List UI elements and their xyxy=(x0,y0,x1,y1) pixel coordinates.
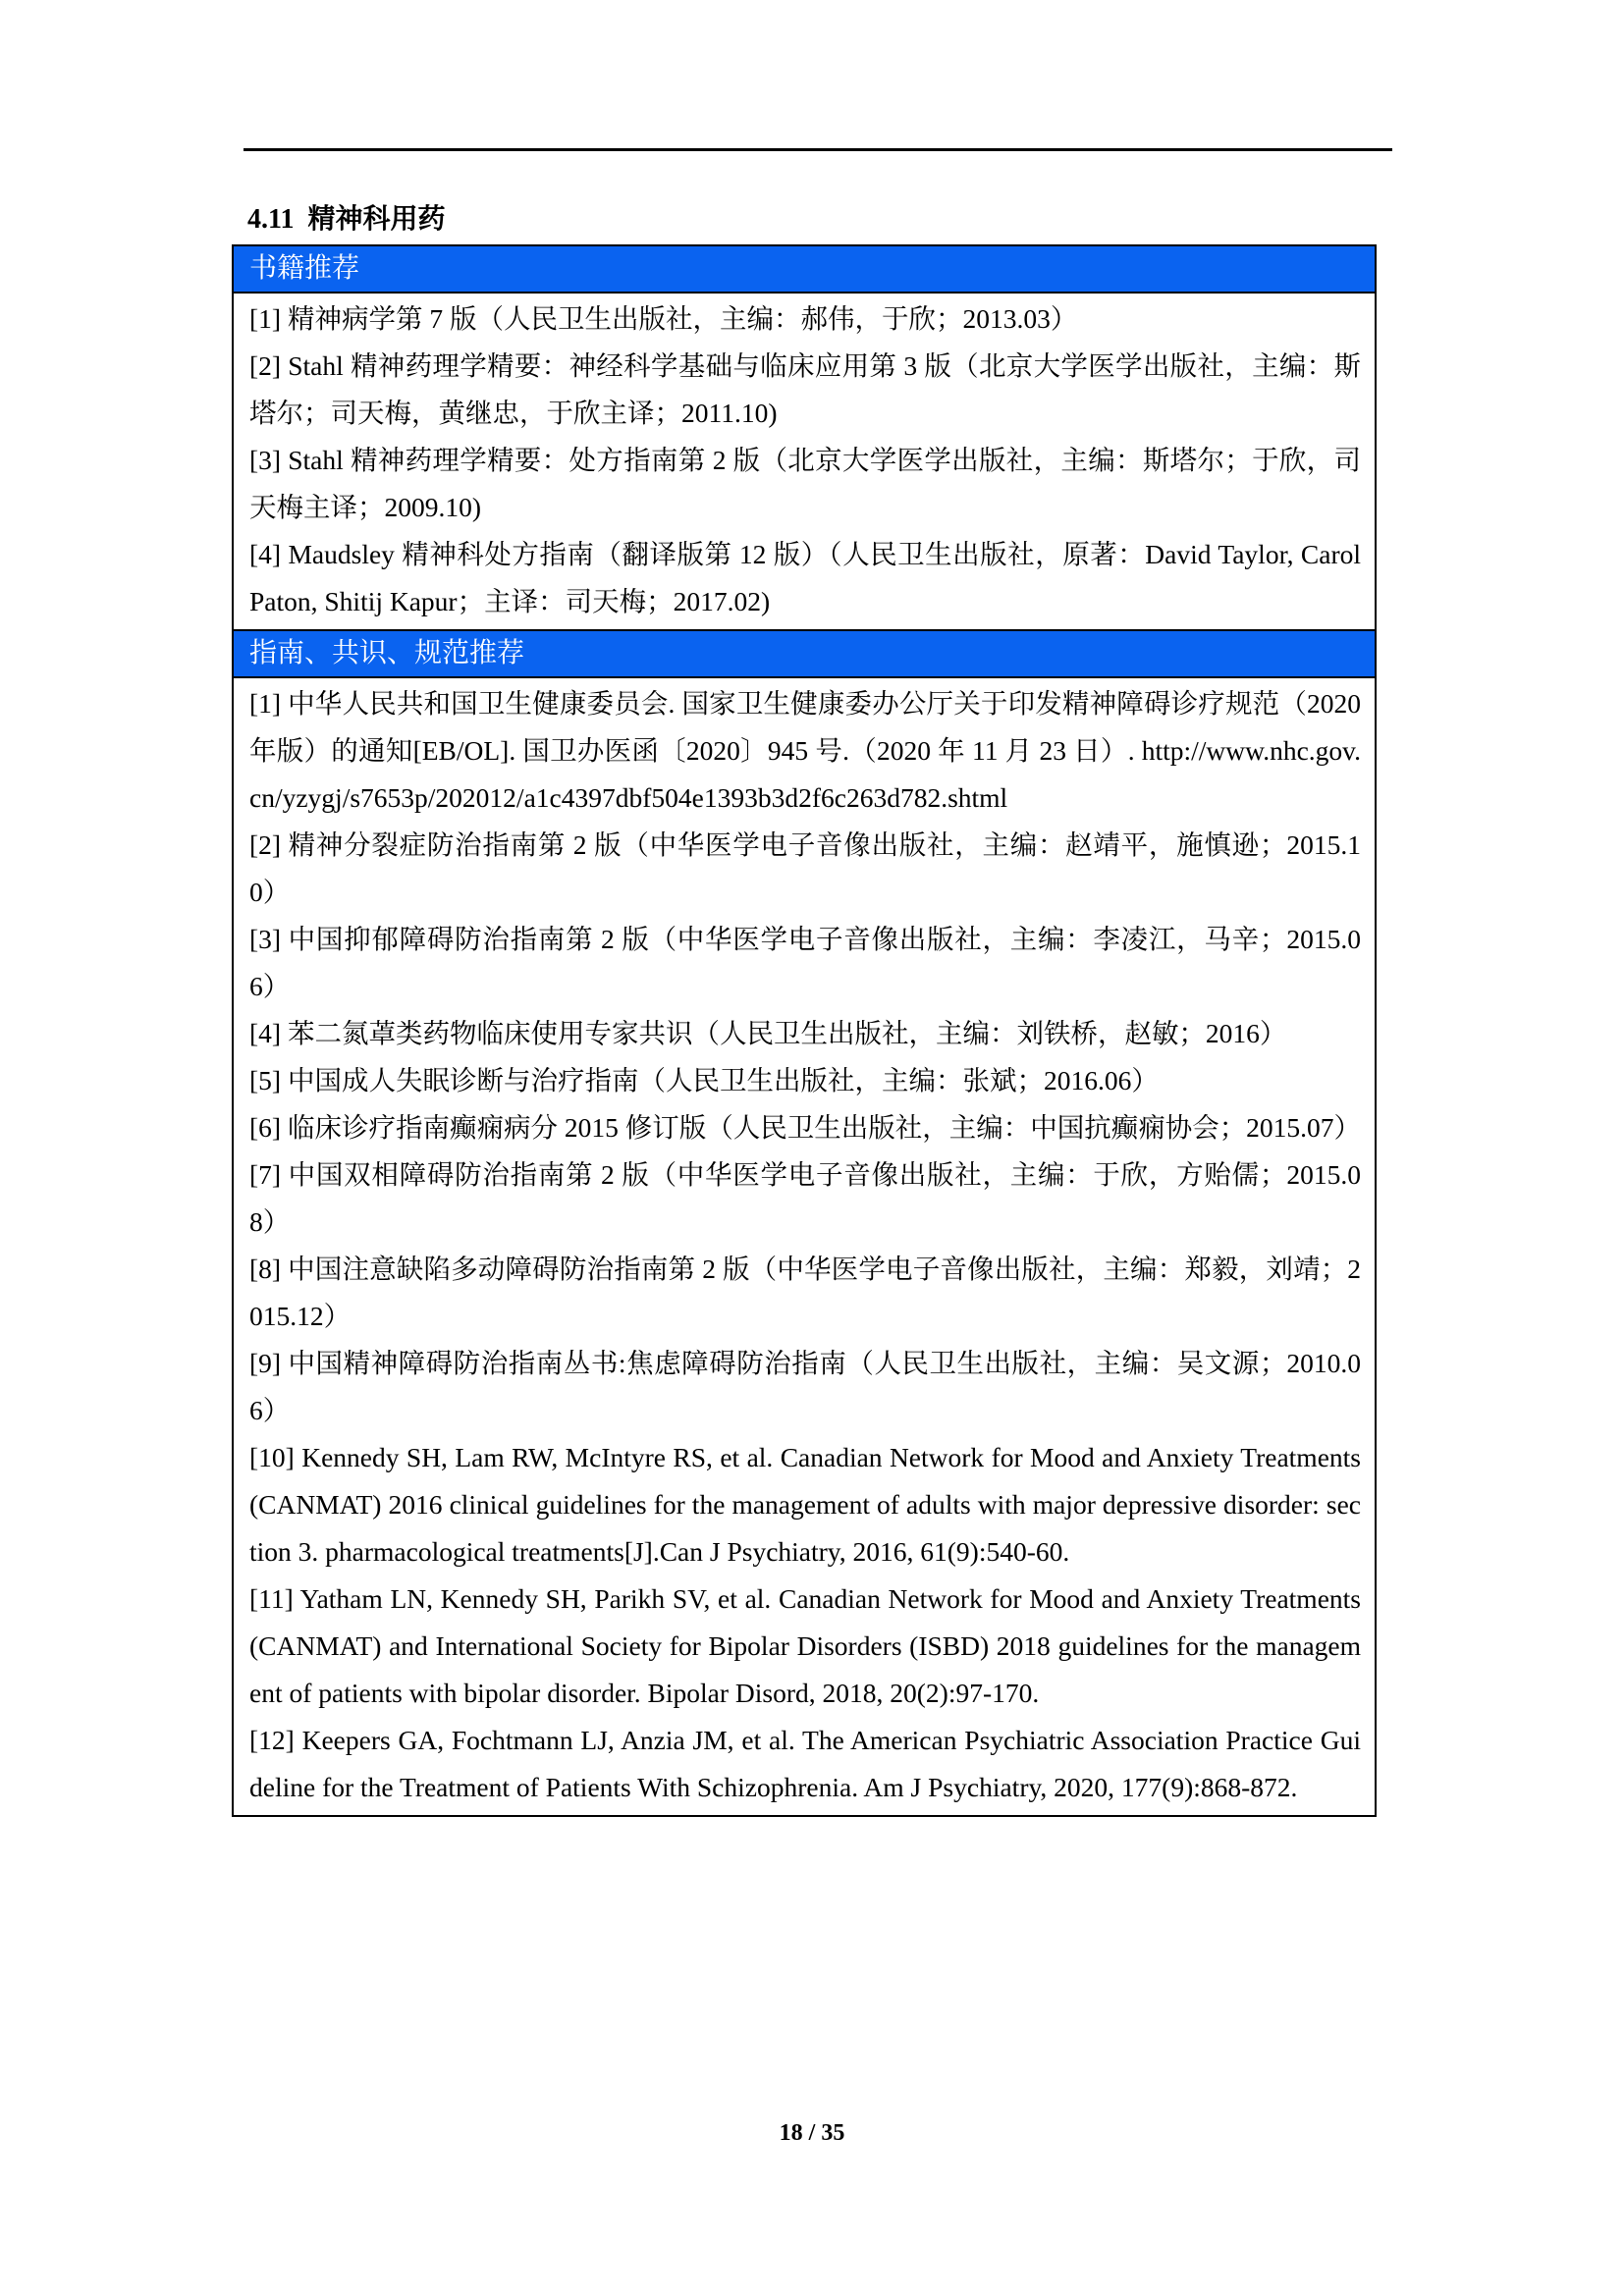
guideline-item: [6] 临床诊疗指南癫痫病分 2015 修订版（人民卫生出版社，主编：中国抗癫痫协会；2015.07） xyxy=(249,1112,1362,1143)
guideline-item: [2] 精神分裂症防治指南第 2 版（中华医学电子音像出版社，主编：赵靖平，施慎逊；2015.10） xyxy=(249,829,1361,907)
section-heading xyxy=(247,200,445,240)
guideline-item: [8] 中国注意缺陷多动障碍防治指南第 2 版（中华医学电子音像出版社，主编：郑毅，刘靖；2015.12） xyxy=(249,1254,1361,1331)
guidelines-header: 指南、共识、规范推荐 xyxy=(234,631,1375,678)
page-number: 18 / 35 xyxy=(779,2120,845,2146)
guidelines-list xyxy=(234,678,1375,1815)
books-header: 书籍推荐 xyxy=(234,246,1375,294)
guideline-item: [5] 中国成人失眠诊断与治疗指南（人民卫生出版社，主编：张斌；2016.06） xyxy=(249,1065,1159,1095)
guideline-item: [10] Kennedy SH, Lam RW, McIntyre RS, et al. Canadian Network for Mood and Anxiety Treatments (CANMAT) 2016 clinical guidelines for the management of adults with major depressive disorder: section 3. pharmacological treatments[J].Can J Psychiatry, 2016, 61(9):540-60. xyxy=(249,1442,1361,1567)
book-item: [2] Stahl 精神药理学精要：神经科学基础与临床应用第 3 版（北京大学医学出版社，主编：斯塔尔；司天梅，黄继忠，于欣主译；2011.10) xyxy=(249,350,1361,428)
guideline-item: [4] 苯二氮䓬类药物临床使用专家共识（人民卫生出版社，主编：刘铁桥，赵敏；2016） xyxy=(249,1018,1287,1048)
guideline-item: [12] Keepers GA, Fochtmann LJ, Anzia JM, et al. The American Psychiatric Association Practice Guideline for the Treatment of Patients With Schizophrenia. Am J Psychiatry, 2020, 177(9):868-872. xyxy=(249,1725,1361,1802)
book-item: [1] 精神病学第 7 版（人民卫生出版社，主编：郝伟，于欣；2013.03） xyxy=(249,303,1078,334)
guideline-item: [9] 中国精神障碍防治指南丛书:焦虑障碍防治指南（人民卫生出版社，主编：吴文源；2010.06） xyxy=(249,1348,1361,1425)
header-rule xyxy=(244,148,1392,151)
book-item: [4] Maudsley 精神科处方指南（翻译版第 12 版）（人民卫生出版社，原著：David Taylor, Carol Paton, Shitij Kapur；主译：司天梅；2017.02) xyxy=(249,539,1361,616)
guideline-item: [3] 中国抑郁障碍防治指南第 2 版（中华医学电子音像出版社，主编：李凌江，马辛；2015.06） xyxy=(249,924,1361,1001)
guideline-item: [1] 中华人民共和国卫生健康委员会. 国家卫生健康委办公厅关于印发精神障碍诊疗规范（2020 年版）的通知[EB/OL]. 国卫办医函〔2020〕945 号.（2020 年 11 月 23 日）. http://www.nhc.gov.cn/yzygj/s7653p/202012/a1c4397dbf504e1393b3d2f6c263d782.shtml xyxy=(249,688,1361,813)
book-item: [3] Stahl 精神药理学精要：处方指南第 2 版（北京大学医学出版社，主编：斯塔尔；于欣，司天梅主译；2009.10) xyxy=(249,445,1361,522)
reference-table xyxy=(232,244,1377,1817)
guideline-item: [11] Yatham LN, Kennedy SH, Parikh SV, et al. Canadian Network for Mood and Anxiety Treatments (CANMAT) and International Society for Bipolar Disorders (ISBD) 2018 guidelines for the management of patients with bipolar disorder. Bipolar Disord, 2018, 20(2):97-170. xyxy=(249,1583,1361,1708)
guideline-item: [7] 中国双相障碍防治指南第 2 版（中华医学电子音像出版社，主编：于欣，方贻儒；2015.08） xyxy=(249,1159,1361,1237)
section-title: 精神科用药 xyxy=(307,204,446,235)
section-number: 4.11 xyxy=(247,204,295,235)
books-list xyxy=(234,294,1375,631)
